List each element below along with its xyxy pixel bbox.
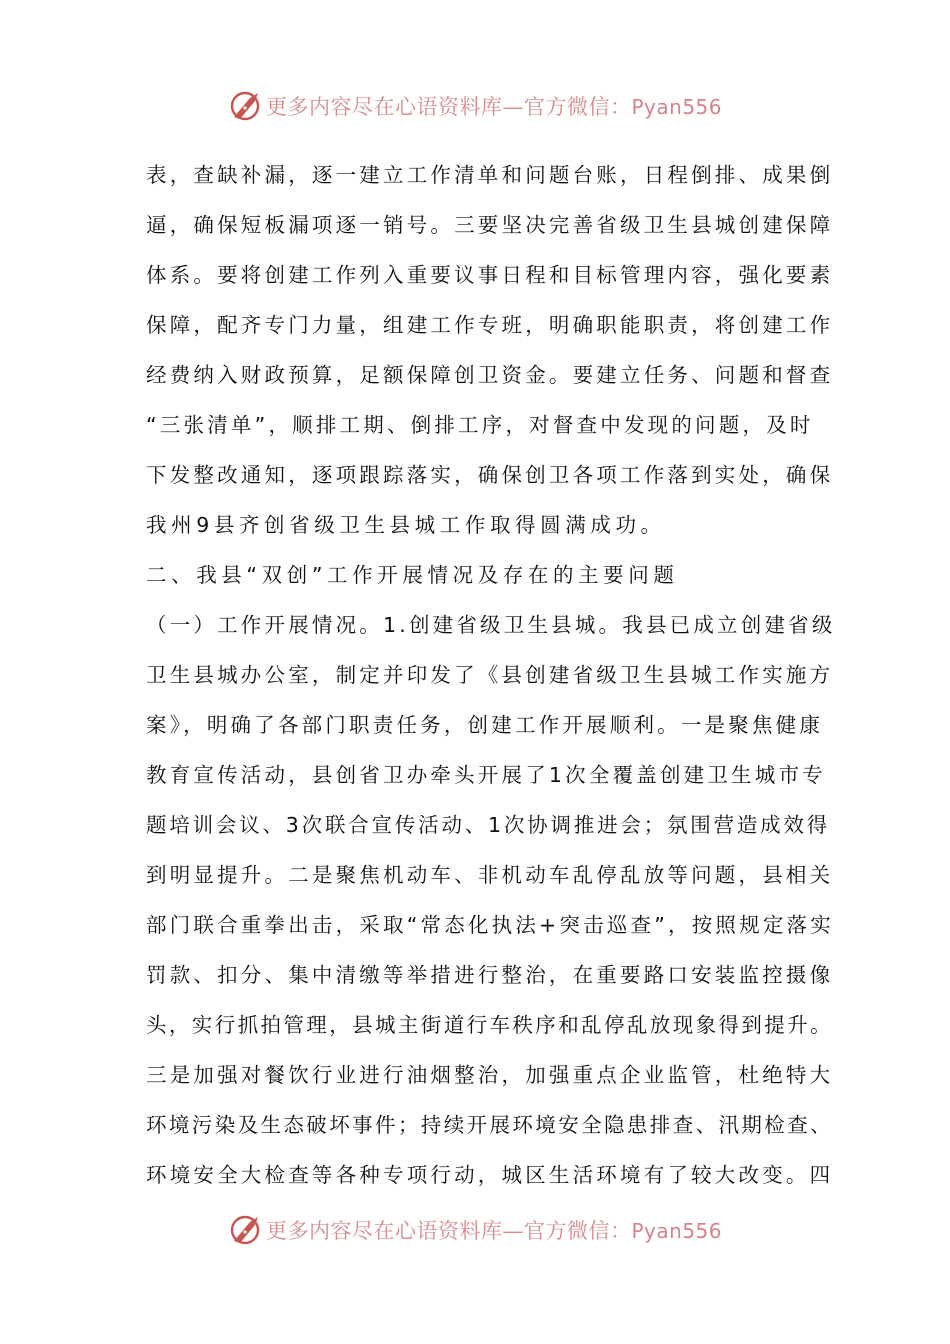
text-line: 逼，确保短板漏项逐一销号。三要坚决完善省级卫生县城创建保障 — [146, 213, 834, 237]
text-line: 环境污染及生态破坏事件；持续开展环境安全隐患排查、汛期检查、 — [146, 1113, 833, 1137]
pen-nib-circle-icon — [228, 1213, 262, 1247]
watermark-text: 更多内容尽在心语资料库—官方微信：Pyan556 — [265, 95, 722, 119]
watermark-banner-top — [0, 86, 950, 126]
text-line: 部门联合重拳出击，采取“常态化执法+突击巡查”，按照规定落实 — [146, 913, 834, 937]
text-line: 体系。要将创建工作列入重要议事日程和目标管理内容，强化要素 — [146, 263, 834, 287]
text-line: 我州9县齐创省级卫生县城工作取得圆满成功。 — [146, 513, 666, 537]
text-line: 环境安全大检查等各种专项行动，城区生活环境有了较大改变。四 — [146, 1163, 834, 1187]
wechat-id: Pyan556 — [631, 1219, 722, 1243]
text-line: 案》，明确了各部门职责任务，创建工作开展顺利。一是聚焦健康 — [146, 713, 824, 737]
text-line: 教育宣传活动，县创省卫办牵头开展了1次全覆盖创建卫生城市专 — [146, 763, 826, 787]
text-line: 到明显提升。二是聚焦机动车、非机动车乱停乱放等问题，县相关 — [146, 863, 834, 887]
text-line: 保障，配齐专门力量，组建工作专班，明确职能职责，将创建工作 — [146, 313, 834, 337]
text-line: 卫生县城办公室，制定并印发了《县创建省级卫生县城工作实施方 — [146, 663, 834, 687]
document-body — [146, 150, 836, 1200]
text-line: （一）工作开展情况。1.创建省级卫生县城。我县已成立创建省级 — [146, 613, 836, 637]
text-line: 罚款、扣分、集中清缴等举措进行整治，在重要路口安装监控摄像 — [146, 963, 834, 987]
text-line: 表，查缺补漏，逐一建立工作清单和问题台账，日程倒排、成果倒 — [146, 163, 834, 187]
text-line: 下发整改通知，逐项跟踪落实，确保创卫各项工作落到实处，确保 — [146, 463, 834, 487]
text-line: “三张清单”，顺排工期、倒排工序，对督查中发现的问题，及时 — [146, 413, 814, 437]
wechat-id: Pyan556 — [631, 95, 722, 119]
text-line: 三是加强对餐饮行业进行油烟整治，加强重点企业监管，杜绝特大 — [146, 1063, 834, 1087]
text-line: 头，实行抓拍管理，县城主街道行车秩序和乱停乱放现象得到提升。 — [146, 1013, 833, 1037]
text-line: 二、我县“双创”工作开展情况及存在的主要问题 — [146, 563, 679, 587]
pen-nib-circle-icon — [228, 89, 262, 123]
watermark-text: 更多内容尽在心语资料库—官方微信：Pyan556 — [265, 1219, 722, 1243]
text-line: 经费纳入财政预算，足额保障创卫资金。要建立任务、问题和督查 — [146, 363, 834, 387]
text-line: 题培训会议、3次联合宣传活动、1次协调推进会；氛围营造成效得 — [146, 813, 831, 837]
watermark-banner-bottom — [0, 1210, 950, 1250]
